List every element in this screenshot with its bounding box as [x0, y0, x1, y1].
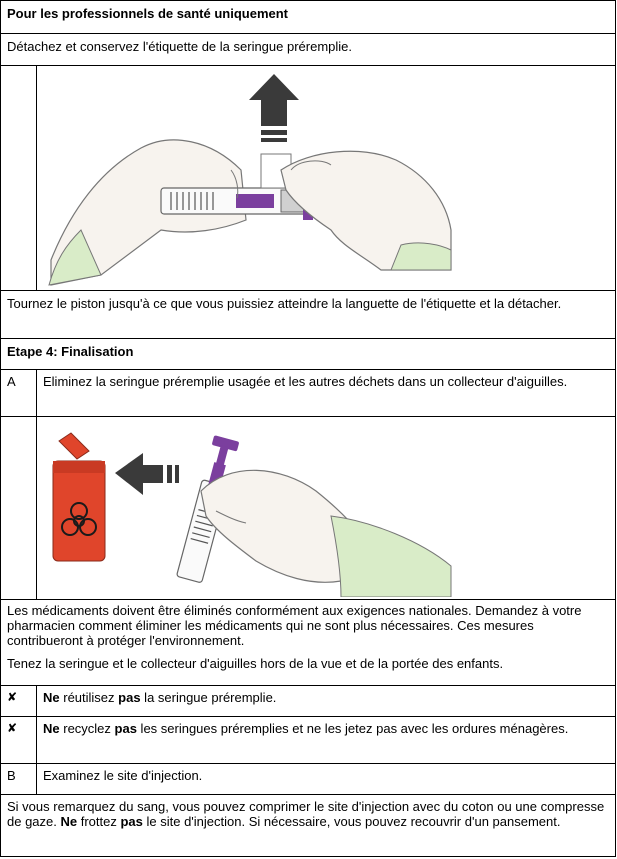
step-b-text: Examinez le site d'injection. — [43, 768, 203, 783]
cross-cell-1 — [1, 686, 37, 716]
empty-left-cell-2 — [1, 417, 37, 599]
warning-row-1 — [0, 685, 616, 717]
step-b-letter: B — [7, 768, 16, 783]
sharps-disposal-illustration — [41, 421, 471, 597]
warning-row-2 — [0, 716, 616, 764]
final-bold-ne: Ne — [60, 814, 78, 829]
disposal-info-row — [0, 599, 616, 686]
step-a-row — [0, 369, 616, 417]
step-b-letter-cell — [1, 764, 37, 794]
warning-2-bold-pas: pas — [114, 721, 137, 736]
label-illustration-row — [0, 65, 616, 291]
warning-2-mid: recyclez — [59, 721, 115, 736]
warning-1-bold-pas: pas — [118, 690, 141, 705]
cross-cell-2 — [1, 717, 37, 763]
instruction-text: Détachez et conservez l'étiquette de la seringue préremplie. — [7, 39, 353, 54]
arrow-up-icon — [249, 74, 299, 142]
instruction-row — [0, 33, 616, 66]
biohazard-container — [53, 433, 105, 561]
section-header: Pour les professionnels de santé uniquement — [7, 6, 289, 21]
warning-text-1 — [43, 690, 607, 705]
caption-row — [0, 290, 616, 339]
warning-1-mid: réutilisez — [59, 690, 119, 705]
cross-icon: ✘ — [7, 690, 18, 704]
section-header-row — [0, 0, 616, 34]
warning-1-end: la seringue préremplie. — [140, 690, 277, 705]
step-b-row — [0, 763, 616, 795]
cross-icon: ✘ — [7, 721, 18, 735]
hands-removing-label-illustration — [41, 70, 461, 286]
empty-left-cell — [1, 66, 37, 290]
step-a-letter-cell — [1, 370, 37, 416]
warning-2-bold-ne: Ne — [43, 721, 60, 736]
final-end: le site d'injection. Si nécessaire, vous pouvez recouvrir d'un pansement. — [142, 814, 561, 829]
disposal-paragraph-1: Les médicaments doivent être éliminés conformément aux exigences nationales. Demandez à votre pharmacien comment éliminer les médicaments qui ne sont plus nécessaires. Ces mesures contribueront à protéger l'environnement. — [7, 603, 582, 648]
final-bold-pas: pas — [120, 814, 143, 829]
step-a-letter: A — [7, 374, 16, 389]
disposal-paragraph-2: Tenez la seringue et le collecteur d'aiguilles hors de la vue et de la portée des enfants. — [7, 656, 504, 671]
caption-text: Tournez le piston jusqu'à ce que vous puissiez atteindre la languette de l'étiquette et la détacher. — [7, 296, 562, 311]
warning-2-end: les seringues préremplies et ne les jetez pas avec les ordures ménagères. — [136, 721, 569, 736]
step-a-text: Eliminez la seringue préremplie usagée et les autres déchets dans un collecteur d'aiguilles. — [43, 374, 568, 389]
step4-header-row — [0, 338, 616, 370]
final-text — [7, 799, 607, 829]
final-info-row — [0, 794, 616, 857]
final-mid: frottez — [77, 814, 121, 829]
warning-text-2 — [43, 721, 607, 736]
step4-header: Etape 4: Finalisation — [7, 344, 134, 359]
disposal-illustration-row — [0, 416, 616, 600]
arrow-left-icon — [115, 453, 179, 495]
final-start: Si vous remarquez du sang, vous pouvez comprimer le site d'injection avec du coton ou une compresse de gaze. — [7, 799, 605, 829]
warning-1-bold-ne: Ne — [43, 690, 60, 705]
